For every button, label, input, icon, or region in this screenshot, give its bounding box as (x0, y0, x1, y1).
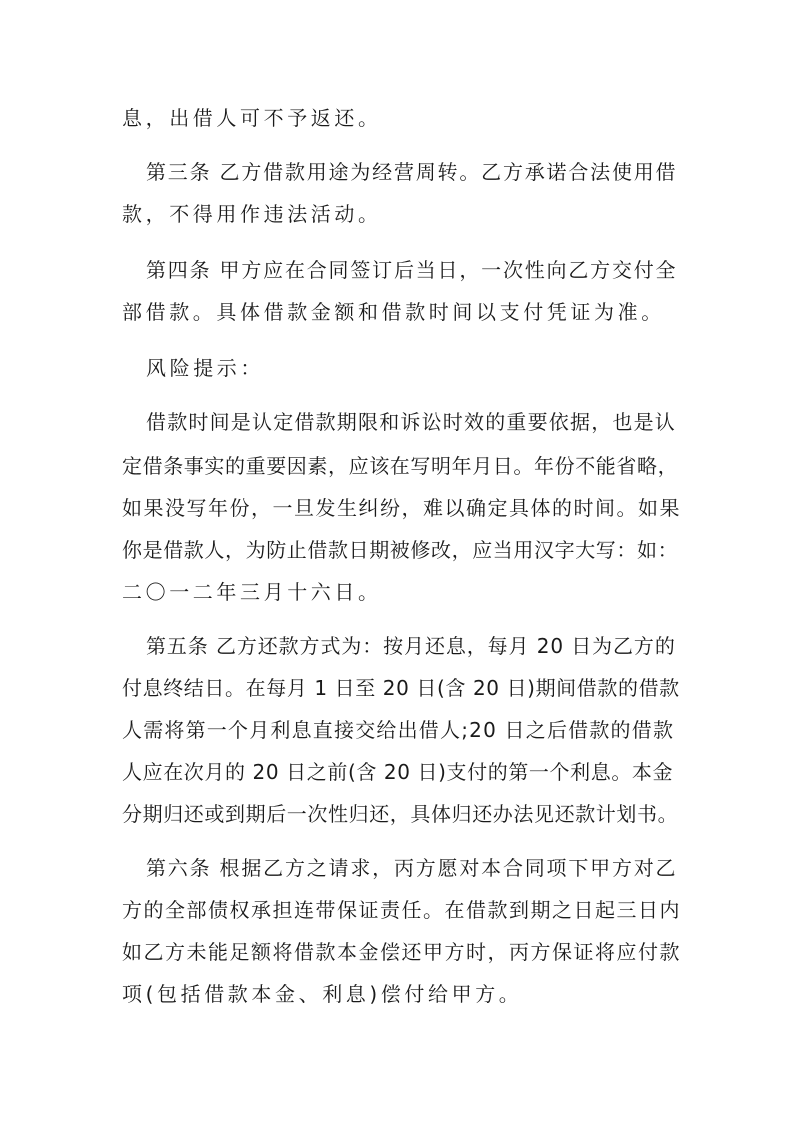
clause-6-line-2: 方的全部债权承担连带保证责任。在借款到期之日起三日内 (122, 898, 681, 922)
clause-5-line-2: 付息终结日。在每月 1 日至 20 日(含 20 日)期间借款的借款 (122, 676, 680, 700)
clause-5-line-1: 第五条 乙方还款方式为：按月还息，每月 20 日为乙方的 (146, 634, 676, 658)
clause-4-line-2: 部借款。具体借款金额和借款时间以支付凭证为准。 (122, 300, 665, 324)
clause-3-line-2: 款，不得用作违法活动。 (122, 202, 382, 226)
clause-2-end-line: 息，出借人可不予返还。 (122, 106, 382, 130)
risk-tip-heading: 风险提示： (146, 356, 264, 380)
clause-3-line-1: 第三条 乙方借款用途为经营周转。乙方承诺合法使用借 (146, 160, 678, 184)
risk-tip-line-2: 定借条事实的重要因素，应该在写明年月日。年份不能省略， (122, 454, 679, 478)
clause-6-line-3: 如乙方未能足额将借款本金偿还甲方时，丙方保证将应付款 (122, 940, 681, 964)
clause-5-line-5: 分期归还或到期后一次性归还，具体归还办法见还款计划书。 (122, 802, 679, 826)
risk-tip-line-3: 如果没写年份，一旦发生纠纷，难以确定具体的时间。如果 (122, 496, 681, 520)
clause-6-line-1: 第六条 根据乙方之请求，丙方愿对本合同项下甲方对乙 (146, 856, 678, 880)
risk-tip-line-4: 你是借款人，为防止借款日期被修改，应当用汉字大写：如： (122, 538, 679, 562)
clause-5-line-3: 人需将第一个月利息直接交给出借人;20 日之后借款的借款 (122, 718, 675, 742)
clause-6-line-4: 项(包括借款本金、利息)偿付给甲方。 (122, 982, 523, 1006)
clause-4-line-1: 第四条 甲方应在合同签订后当日，一次性向乙方交付全 (146, 258, 678, 282)
clause-5-line-4: 人应在次月的 20 日之前(含 20 日)支付的第一个利息。本金 (122, 760, 674, 784)
risk-tip-line-5: 二〇一二年三月十六日。 (122, 580, 382, 604)
risk-tip-line-1: 借款时间是认定借款期限和诉讼时效的重要依据，也是认 (146, 410, 676, 434)
